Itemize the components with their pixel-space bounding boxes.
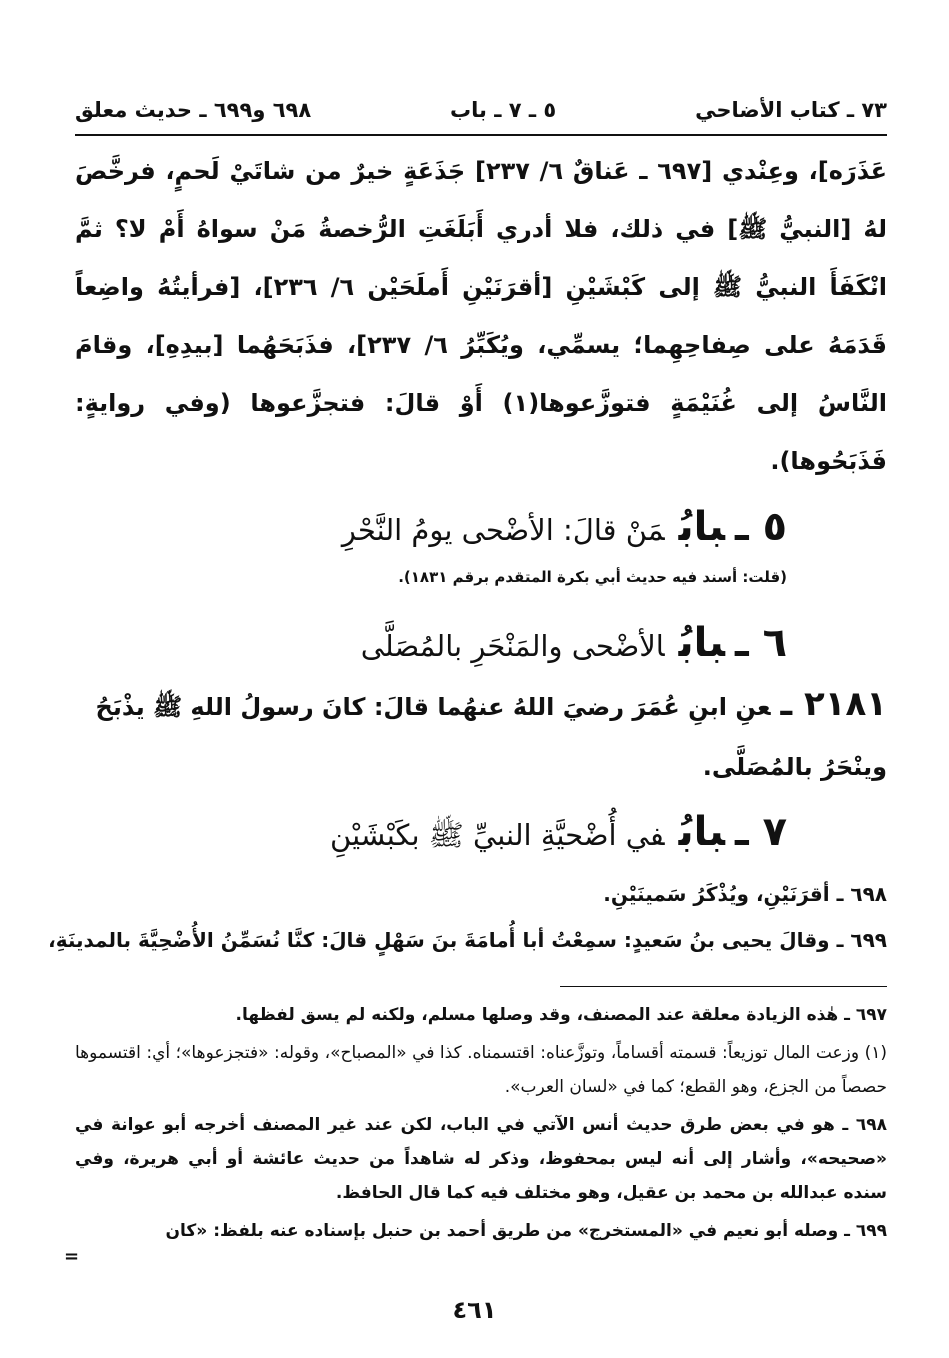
footnote-699: ٦٩٩ ـ وصله أبو نعيم في «المستخرج» من طريق أحمد بن حنبل بإسناده عنه بلفظ: «كان — [165, 1221, 887, 1241]
continuation-mark: = — [64, 1246, 80, 1267]
header-divider — [75, 134, 887, 136]
chapter-title: الأضْحى والمَنْحَرِ بالمُصَلَّى — [360, 629, 665, 663]
chapter-number: ٧ ـ — [734, 809, 787, 855]
running-header — [75, 90, 887, 130]
main-text — [48, 142, 888, 952]
hadith-2181 — [75, 674, 887, 797]
footnotes — [75, 998, 887, 1252]
footnote-697: ٦٩٧ ـ هٰذه الزيادة معلقة عند المصنف، وقد وصلها مسلم، ولكنه لم يسق لفظها. — [235, 1005, 887, 1025]
chapter-title: مَنْ قالَ: الأضْحى يومُ النَّحْرِ — [341, 513, 665, 547]
footnote-698: ٦٩٨ ـ هو في بعض طرق حديث أنس الآتي في الباب، لكن عند غير المصنف أخرجه أبو عوانة في «صحيحه»، وأشار إلى أنه ليس بمحفوظ، وذكر له شاهداً من حديث عائشة أو أبي هريرة، وفي سنده عبدالله بن محمد بن عقيل، وهو مختلف فيه كما قال الحافظ. — [75, 1115, 887, 1203]
chapter-number: ٦ ـ — [734, 620, 787, 666]
chapter-bab-word: بابُ — [678, 809, 725, 855]
chapter-bab-word: بابُ — [678, 620, 725, 666]
chapter-heading-6 — [75, 620, 887, 666]
chapter-title: في أُضْحيَّةِ النبيِّ ﷺ بكَبْشَيْنِ — [330, 818, 665, 852]
chapter-number: ٥ ـ — [734, 504, 787, 550]
chapter-bab-word: بابُ — [678, 504, 725, 550]
header-chapter: ٧٣ ـ كتاب الأضاحي — [695, 98, 887, 122]
editor-note: (قلت: أسند فيه حديث أبي بكرة المتقدم برقم ١٨٣١). — [398, 568, 787, 586]
hadith-text: عنِ ابنِ عُمَرَ رضيَ اللهُ عنهُما قالَ: كانَ رسولُ اللهِ ﷺ يذْبَحُ وينْحَرُ بالمُصَلَّى. — [95, 693, 887, 781]
hadith-number: ٢١٨١ ـ — [780, 684, 887, 724]
mualaq-699: ٦٩٩ ـ وقالَ يحيى بنُ سَعيدٍ: سمِعْتُ أبا أُمامَةَ بنَ سَهْلٍ قالَ: كنَّا نُسَمِّنُ الأُضْحِيَّةَ بالمدينَةِ، — [48, 928, 887, 952]
footnote-divider — [560, 986, 887, 987]
hadith-continuation-paragraph: عَذَرَه]، وعِنْدي [٦٩٧ ـ عَناقٌ ٦/ ٢٣٧] جَذَعَةٍ خيرٌ من شاتَيْ لَحمٍ، فرخَّصَ لهُ [النبيُّ ﷺ] في ذلك، فلا أدري أَبَلَغَتِ الرُّخصةُ مَنْ سواهُ أَمْ لا؟ ثمَّ انْكَفَأَ النبيُّ ﷺ إلى كَبْشَيْنِ [أقرَنَيْنِ أَملَحَيْن ٦/ ٢٣٦]، [فرأيتُهُ واضِعاً قَدَمَهُ على صِفاحِهِما؛ يسمِّي، ويُكَبِّرُ ٦/ ٢٣٧]، فذَبَحَهُما [بيدِهِ]، وقامَ النَّاسُ إلى غُنَيْمَةٍ فتوزَّعوها(١) أَوْ قالَ: فتجزَّعوها (وفي روايةٍ: فَذَبَحُوها). — [75, 157, 888, 475]
header-section: ٥ ـ ٧ ـ باب — [450, 98, 557, 122]
footnote-1: (١) وزعت المال توزيعاً: قسمته أقساماً، وتوزَّعناه: اقتسمناه. كذا في «المصباح»، وقوله: «فتجزعوها»؛ أي: اقتسموها حصصاً من الجزع، وهو القطع؛ كما في «لسان العرب». — [75, 1043, 887, 1097]
page-number: ٤٦١ — [452, 1296, 497, 1324]
header-hadith-range: ٦٩٨ و٦٩٩ ـ حديث معلق — [75, 98, 312, 122]
mualaq-698: ٦٩٨ ـ أقرَنَيْنِ، ويُذْكَرُ سَمينَيْنِ. — [603, 882, 887, 906]
chapter-heading-5 — [75, 504, 887, 550]
chapter-heading-7 — [75, 809, 887, 860]
